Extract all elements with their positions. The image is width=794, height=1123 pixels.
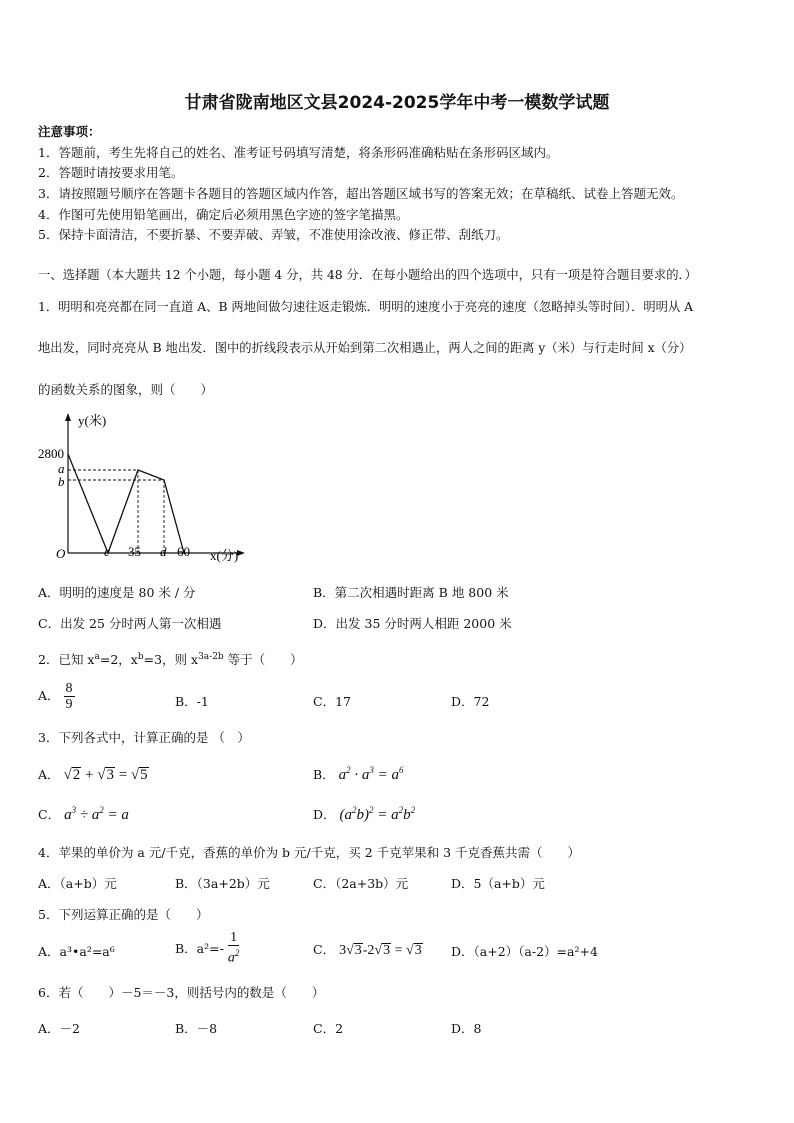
q1-option-a: A．明明的速度是 80 米 / 分 [38, 585, 196, 600]
q4-option-c: C．（2a+3b）元 [313, 876, 409, 891]
note-item: 3．请按照题号顺序在答题卡各题目的答题区域内作答，超出答题区域书写的答案无效；在草稿纸、试卷上答题无效。 [38, 186, 684, 201]
x-axis-label: x(分) [210, 548, 239, 563]
section-heading: 一、选择题（本大题共 12 个小题，每小题 4 分，共 48 分．在每小题给出的四个选项中，只有一项是符合题目要求的．） [38, 268, 697, 282]
note-item: 1．答题前，考生先将自己的姓名、准考证号码填写清楚，将条形码准确粘贴在条形码区域内。 [38, 145, 559, 160]
y-tick-b: b [58, 474, 65, 489]
q3-option-d [313, 805, 415, 824]
q3-option-d-label: D． [313, 807, 336, 822]
q5-fraction [228, 930, 240, 966]
q5-option-c-label: C． [313, 942, 336, 957]
q2-option-c: C．17 [313, 694, 351, 709]
page-title: 甘肃省陇南地区文县2024-2025学年中考一模数学试题 [184, 93, 610, 113]
q1-graph [36, 408, 256, 570]
y-tick-2800: 2800 [38, 446, 64, 461]
q6-option-d: D．8 [451, 1021, 482, 1036]
q3-option-c-formula: $a^3 \div a^2 = a$ [64, 805, 129, 823]
q2-stem-part: 2．已知 x [38, 652, 95, 667]
q2-option-a-label: A． [38, 688, 60, 703]
q2-frac-num: 8 [65, 681, 73, 696]
q1-stem-line3: 的函数关系的图象，则（ ） [38, 382, 214, 397]
q5-option-a: A．a³•a²=a⁶ [38, 944, 115, 959]
q3-option-c-label: C． [38, 807, 61, 822]
q5-option-c-formula: 3√3-2√3 = √3 [339, 943, 422, 958]
q5-stem: 5．下列运算正确的是（ ） [38, 907, 209, 922]
q2-stem-part: =3，则 x [143, 652, 199, 667]
q1-stem-line2: 地出发，同时亮亮从 B 地出发．图中的折线段表示从开始到第二次相遇止，两人之间的距离 y（米）与行走时间 x（分） [38, 341, 692, 355]
q1-option-d: D．出发 35 分时两人相距 2000 米 [313, 616, 512, 631]
y-tick-a: a [58, 461, 65, 476]
q1-option-c: C．出发 25 分时两人第一次相遇 [38, 616, 222, 631]
q3-option-a-formula: √2 + √3 = √5 [63, 767, 148, 783]
x-tick-60: 60 [177, 544, 190, 559]
y-axis-arrow [65, 413, 71, 421]
q3-option-a [38, 765, 149, 784]
q2-exp-b: b [137, 651, 144, 662]
q5-option-b-label: B．a²=- [175, 940, 224, 956]
q3-option-d-formula: $(a^2b)^2 = a^2b^2$ [339, 805, 416, 823]
q2-option-d: D．72 [451, 694, 490, 709]
q6-option-c: C．2 [313, 1021, 344, 1036]
x-tick-35: 35 [128, 544, 141, 559]
q3-option-a-label: A． [38, 767, 60, 782]
q4-option-b: B．（3a+2b）元 [175, 876, 270, 891]
q1-option-b: B．第二次相遇时距离 B 地 800 米 [313, 585, 509, 600]
q3-option-b [313, 765, 404, 784]
x-tick-d: d [160, 544, 167, 559]
q5-option-d: D．（a+2）（a-2）=a²+4 [451, 944, 598, 959]
q3-option-b-label: B． [313, 767, 335, 782]
q6-option-b: B．－8 [175, 1021, 218, 1036]
q2-fraction [64, 681, 75, 712]
x-tick-c: c [104, 544, 110, 559]
q5-frac-num: 1 [228, 930, 240, 946]
q5-option-b [175, 930, 239, 966]
q1-stem-line1: 1．明明和亮亮都在同一直道 A、B 两地间做匀速往返走锻炼．明明的速度小于亮亮的速度（忽略掉头等时间）．明明从 A [38, 300, 694, 314]
origin-label: O [56, 546, 66, 561]
q2-frac-den: 9 [65, 697, 73, 712]
q5-frac-den: $a^2$ [227, 948, 240, 966]
x-axis-arrow [237, 550, 245, 556]
q4-stem: 4．苹果的单价为 a 元/千克，香蕉的单价为 b 元/千克，买 2 千克苹果和 3 千克香蕉共需（ ） [38, 845, 581, 860]
notes-heading: 注意事项： [38, 124, 101, 139]
q3-option-b-formula: $a^2 \cdot a^3 = a^6$ [338, 765, 404, 783]
q2-exp-3a-2b: 3a-2b [198, 651, 224, 662]
note-item: 2．答题时请按要求用笔。 [38, 165, 184, 180]
q2-exp-a: a [94, 651, 100, 662]
q2-stem-part: =2，x [99, 652, 138, 667]
q2-stem [38, 650, 303, 668]
q3-stem: 3．下列各式中，计算正确的是 （ ） [38, 730, 250, 745]
q4-option-a: A．（a+b）元 [38, 876, 117, 891]
graph-polyline [68, 454, 184, 553]
q2-option-b: B．-1 [175, 694, 209, 709]
q6-stem: 6．若（ ）－5＝－3，则括号内的数是（ ） [38, 985, 325, 1000]
note-item: 4．作图可先使用铅笔画出，确定后必须用黑色字迹的签字笔描黑。 [38, 207, 409, 222]
q2-stem-part: 等于（ ） [223, 652, 303, 667]
q5-option-c [313, 940, 423, 959]
y-axis-label: y(米) [78, 413, 107, 428]
q4-option-d: D．5（a+b）元 [451, 876, 545, 891]
q2-option-a [38, 681, 75, 712]
note-item: 5．保持卡面清洁，不要折暴、不要弄破、弄皱，不准使用涂改液、修正带、刮纸刀。 [38, 227, 509, 242]
q6-option-a: A．－2 [38, 1021, 80, 1036]
q3-option-c [38, 805, 129, 824]
